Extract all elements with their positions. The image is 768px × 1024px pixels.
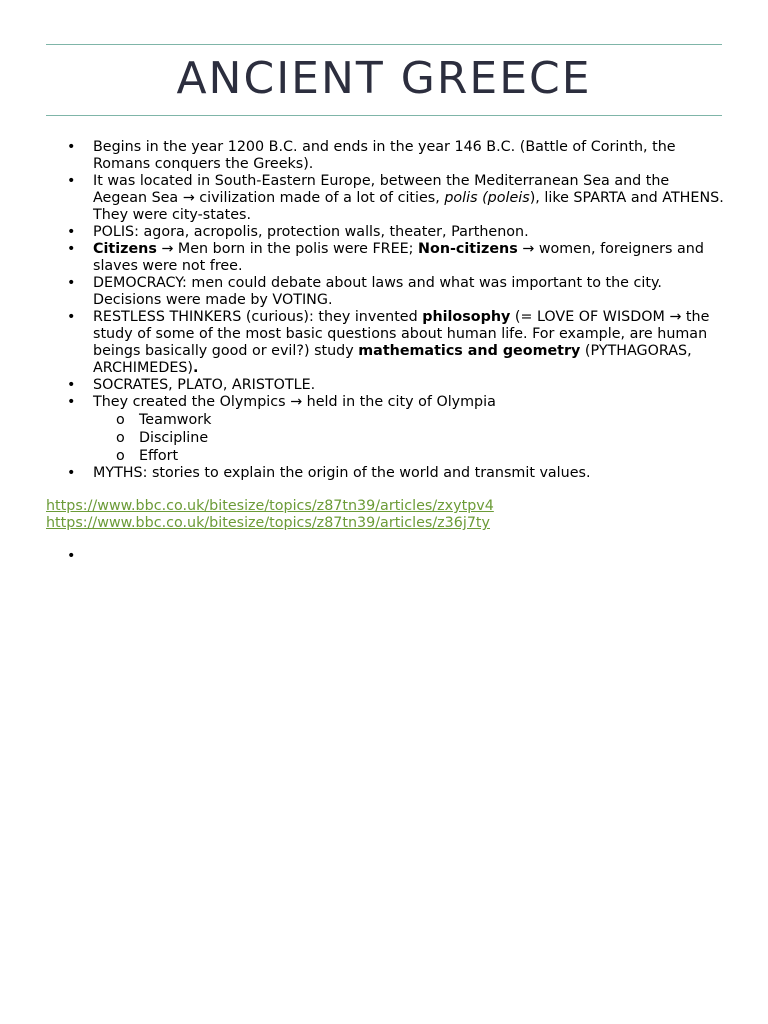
item-text: → women, foreigners and slaves were not free.: [93, 241, 704, 274]
item-text: RESTLESS THINKERS (curious): they invented: [93, 309, 423, 325]
item-text: Begins in the year 1200 B.C. and ends in the year 146 B.C. (Battle of Corinth, the Romans conquers the Greeks).: [93, 139, 676, 172]
list-item: [46, 139, 726, 173]
item-text: POLIS: agora, acropolis, protection walls, theater, Parthenon.: [93, 224, 529, 240]
item-text: It was located in South-Eastern Europe, between the Mediterranean Sea and the Aegean Sea → civilization made of a lot of cities,: [93, 173, 670, 206]
bullet-list: [46, 139, 726, 482]
item-italic-text: polis (poleis: [444, 190, 530, 206]
sub-list-item: o Discipline: [93, 429, 726, 447]
bbc-link-1[interactable]: https://www.bbc.co.uk/bitesize/topics/z87tn39/articles/zxytpv4: [46, 498, 494, 514]
list-item: [46, 394, 726, 465]
list-item: [46, 377, 726, 394]
title-top-rule: [46, 44, 722, 45]
sub-list: [93, 411, 726, 465]
list-item: [46, 241, 726, 275]
links-block: [46, 498, 726, 532]
page-title: ANCIENT GREECE: [176, 53, 592, 104]
item-text: DEMOCRACY: men could debate about laws and what was important to the city. Decisions were made by VOTING.: [93, 275, 662, 308]
item-text: (PYTHAGORAS, ARCHIMEDES): [93, 343, 692, 376]
empty-list-item: [46, 548, 726, 565]
sub-list-item: o Teamwork: [93, 411, 726, 429]
item-text: (= LOVE OF WISDOM → the study of some of the most basic questions about human life. For example, are human beings basically good or evil?) study: [93, 309, 710, 359]
list-item: [46, 309, 726, 377]
item-bold-text: .: [193, 360, 199, 376]
list-item: [46, 173, 726, 224]
item-text: ), like SPARTA and ATHENS. They were city-states.: [93, 190, 724, 223]
item-text: MYTHS: stories to explain the origin of the world and transmit values.: [93, 465, 591, 481]
item-bold-text: Non-citizens: [418, 241, 518, 257]
item-bold-text: mathematics and geometry: [358, 343, 581, 359]
item-text: SOCRATES, PLATO, ARISTOTLE.: [93, 377, 316, 393]
list-item: [46, 224, 726, 241]
item-text: They created the Olympics → held in the city of Olympia: [93, 394, 496, 410]
title-bottom-rule: [46, 115, 722, 116]
list-item: [46, 275, 726, 309]
document-body: [46, 139, 726, 565]
list-item: [46, 465, 726, 482]
item-text: → Men born in the polis were FREE;: [156, 241, 419, 257]
bbc-link-2[interactable]: https://www.bbc.co.uk/bitesize/topics/z87tn39/articles/z36j7ty: [46, 515, 490, 531]
item-bold-text: Citizens: [93, 241, 157, 257]
item-bold-text: philosophy: [422, 309, 511, 325]
sub-list-item: o Effort: [93, 447, 726, 465]
